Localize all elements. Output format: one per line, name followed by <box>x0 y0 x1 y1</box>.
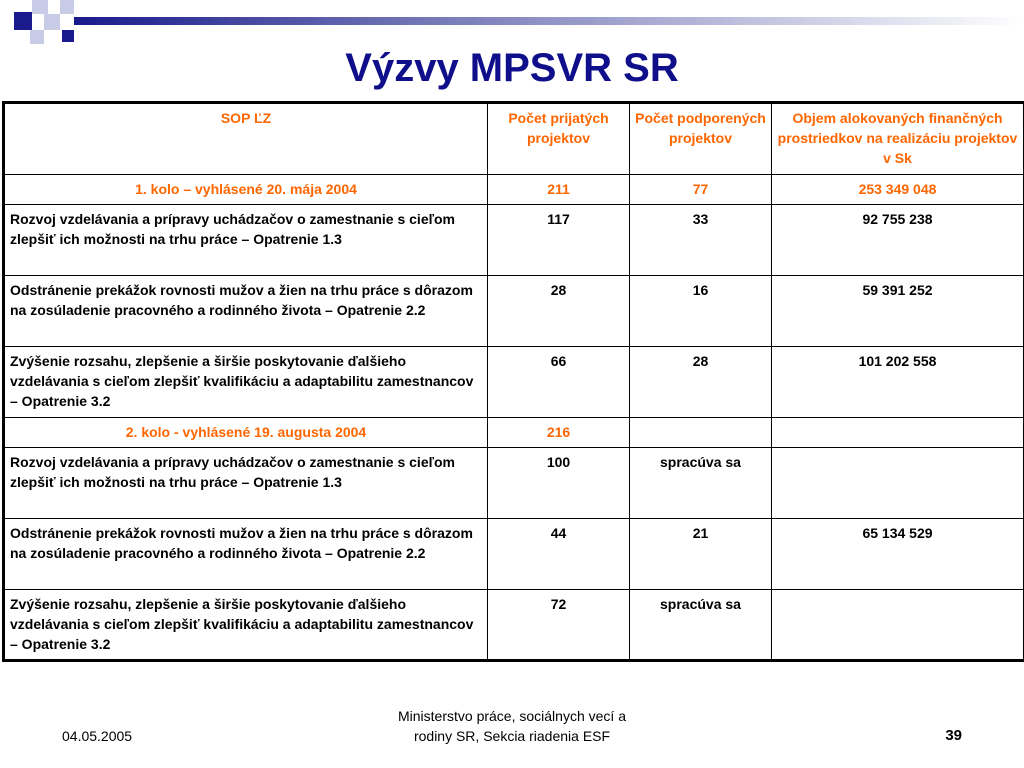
decor-square-dark <box>62 30 74 42</box>
page-number: 39 <box>945 727 962 744</box>
round-label: 1. kolo – vyhlásené 20. mája 2004 <box>4 175 488 205</box>
slide-title: Výzvy MPSVR SR <box>345 46 679 90</box>
supported-count: spracúva sa <box>630 590 772 661</box>
table-row <box>4 590 1024 661</box>
decor-square-light <box>30 30 44 44</box>
table-row <box>4 205 1024 276</box>
received-count: 100 <box>488 448 630 519</box>
header-cell: Počet podporených projektov <box>630 103 772 175</box>
decor-square-light <box>44 14 60 30</box>
supported-count: 28 <box>630 347 772 418</box>
received-count: 72 <box>488 590 630 661</box>
allocated-amount <box>772 448 1024 519</box>
allocated-amount <box>772 590 1024 661</box>
table-row <box>4 448 1024 519</box>
table-row <box>4 175 1024 205</box>
measure-label: Rozvoj vzdelávania a prípravy uchádzačov o zamestnanie s cieľom zlepšiť ich možnosti na trhu práce – Opatrenie 1.3 <box>4 205 488 276</box>
table-row <box>4 418 1024 448</box>
decor-square-light <box>60 0 74 14</box>
header-cell: Počet prijatých projektov <box>488 103 630 175</box>
footer-date: 04.05.2005 <box>62 728 133 744</box>
measure-label: Odstránenie prekážok rovnosti mužov a žien na trhu práce s dôrazom na zosúladenie pracovného a rodinného života – Opatrenie 2.2 <box>4 519 488 590</box>
supported-count: 16 <box>630 276 772 347</box>
supported-count: spracúva sa <box>630 448 772 519</box>
received-count: 66 <box>488 347 630 418</box>
footer-org-line: Ministerstvo práce, sociálnych vecí a <box>398 708 626 724</box>
received-count: 211 <box>488 175 630 205</box>
supported-count <box>630 418 772 448</box>
header-cell: Objem alokovaných finančných prostriedkov na realizáciu projektov v Sk <box>772 103 1024 175</box>
received-count: 28 <box>488 276 630 347</box>
sop-table <box>2 101 1024 662</box>
measure-label: Zvýšenie rozsahu, zlepšenie a širšie poskytovanie ďalšieho vzdelávania s cieľom zlepšiť kvalifikáciu a adaptabilitu zamestnancov – Opatrenie 3.2 <box>4 590 488 661</box>
supported-count: 33 <box>630 205 772 276</box>
table-row <box>4 347 1024 418</box>
allocated-amount: 92 755 238 <box>772 205 1024 276</box>
received-count: 44 <box>488 519 630 590</box>
decor-square-light <box>32 0 48 14</box>
corner-label: SOP ĽZ <box>4 103 488 175</box>
decor-square-dark <box>14 12 32 30</box>
decor-gradient-bar <box>74 17 1024 25</box>
measure-label: Zvýšenie rozsahu, zlepšenie a širšie poskytovanie ďalšieho vzdelávania s cieľom zlepšiť kvalifikáciu a adaptabilitu zamestnancov – Opatrenie 3.2 <box>4 347 488 418</box>
round-label: 2. kolo - vyhlásené 19. augusta 2004 <box>4 418 488 448</box>
supported-count: 77 <box>630 175 772 205</box>
header-decoration <box>0 0 1024 50</box>
table-header-row <box>4 103 1024 175</box>
supported-count: 21 <box>630 519 772 590</box>
allocated-amount: 101 202 558 <box>772 347 1024 418</box>
table-row <box>4 276 1024 347</box>
measure-label: Odstránenie prekážok rovnosti mužov a žien na trhu práce s dôrazom na zosúladenie pracovného a rodinného života – Opatrenie 2.2 <box>4 276 488 347</box>
allocated-amount: 253 349 048 <box>772 175 1024 205</box>
measure-label: Rozvoj vzdelávania a prípravy uchádzačov o zamestnanie s cieľom zlepšiť ich možnosti na trhu práce – Opatrenie 1.3 <box>4 448 488 519</box>
table-row <box>4 519 1024 590</box>
received-count: 216 <box>488 418 630 448</box>
received-count: 117 <box>488 205 630 276</box>
allocated-amount: 59 391 252 <box>772 276 1024 347</box>
footer-org-line: rodiny SR, Sekcia riadenia ESF <box>413 728 611 744</box>
footer-organization <box>362 706 662 746</box>
allocated-amount <box>772 418 1024 448</box>
allocated-amount: 65 134 529 <box>772 519 1024 590</box>
